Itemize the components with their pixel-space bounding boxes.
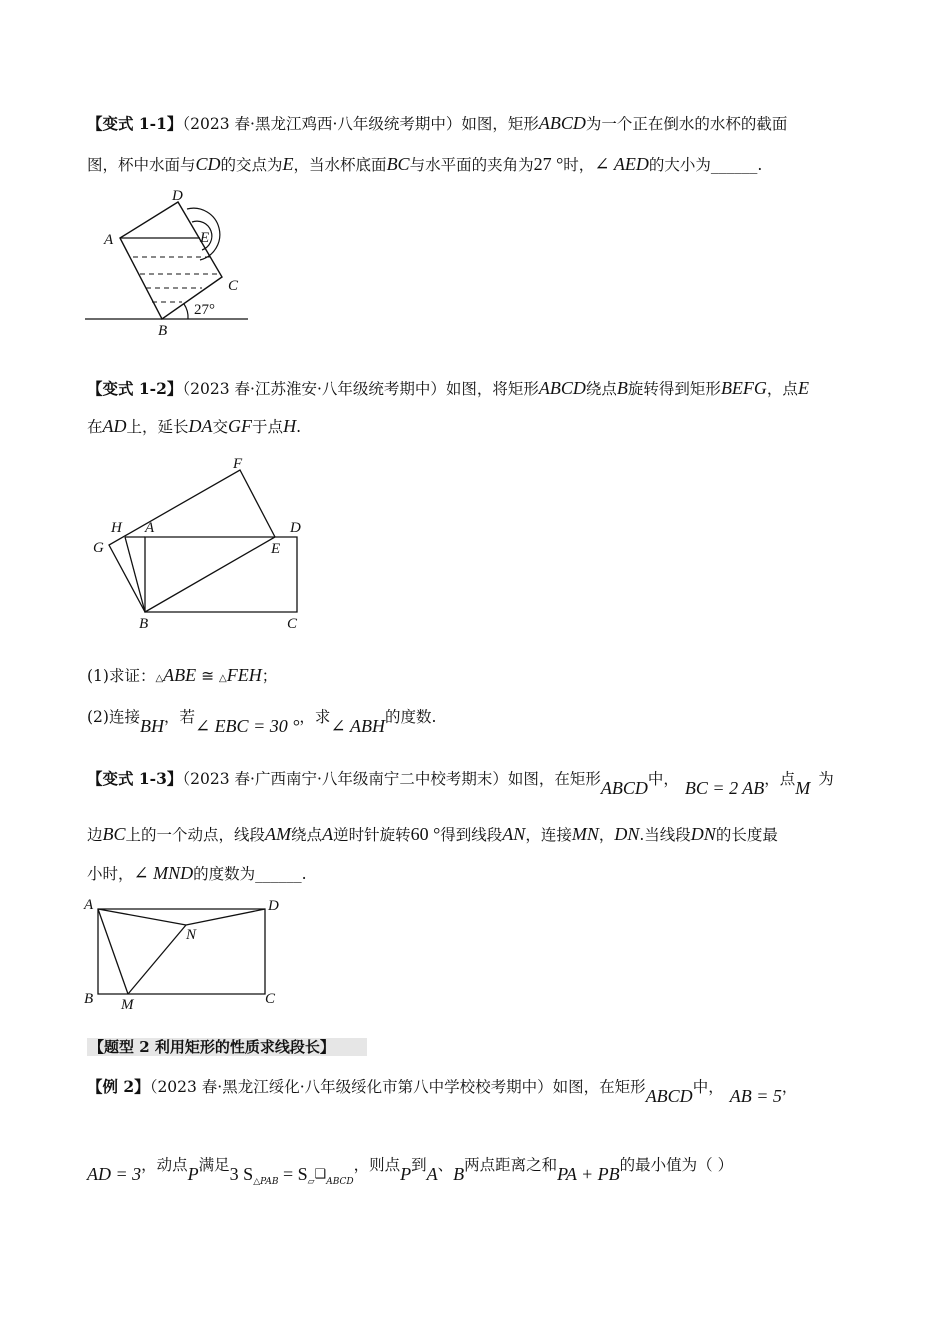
v12-source: （2023 春·江苏淮安·八年级统考期中） (182, 380, 446, 398)
angle-arc-27 (184, 304, 188, 319)
text: 如图，在矩形 (507, 770, 601, 788)
math: ABCD (645, 1086, 693, 1106)
math: 27 ° (533, 154, 564, 174)
text: ， (781, 1078, 798, 1096)
math: A (322, 824, 334, 844)
text: 于点 (252, 418, 284, 436)
topic-2-header: 【题型 2 利用矩形的性质求线段长】 (87, 1038, 367, 1056)
math: E (282, 154, 294, 174)
subscript: ▱ (307, 1177, 315, 1187)
text: 绕点 (585, 380, 617, 398)
v13-line-2 (87, 823, 778, 846)
v13-source: （2023 春·广西南宁·八年级南宁二中校考期末） (182, 770, 508, 788)
label-h: H (111, 520, 122, 536)
label-m: M (121, 997, 134, 1013)
v12-line-2 (87, 415, 301, 438)
math: DA (188, 416, 213, 436)
math: BC (386, 154, 410, 174)
math: AB = 5 (729, 1086, 782, 1106)
text: 的最小值为（ ） (619, 1156, 734, 1174)
text: 如图，矩形 (461, 115, 539, 133)
v13-line-3 (87, 862, 307, 885)
text: 图，杯中水面与 (87, 156, 196, 174)
text: 的长度最 (715, 826, 778, 844)
math: ∠ AED (594, 154, 649, 174)
v11-figure (80, 180, 260, 345)
label-d: D (268, 898, 279, 914)
text: .当线段 (639, 826, 691, 844)
text: 小时， (87, 865, 134, 883)
math: ABCD (538, 113, 586, 133)
math: BC = 2 AB (684, 778, 765, 798)
text: 的度数. (385, 708, 437, 726)
label-c: C (228, 278, 239, 294)
math: ∠ ABH (330, 716, 386, 736)
text: 、 (437, 1156, 454, 1174)
text: 满足 (198, 1156, 230, 1174)
text: 的度数为______. (193, 865, 307, 883)
label-b: B (158, 323, 168, 339)
v11-line-1 (87, 112, 787, 135)
text: 的大小为______. (648, 156, 763, 174)
text: 如图，在矩形 (552, 1078, 646, 1096)
text: 为一个正在倒水的水杯的截面 (585, 115, 788, 133)
text: ，连接 (525, 826, 572, 844)
text: ≅ (201, 667, 215, 685)
math: PA + PB (557, 1164, 620, 1184)
math: BC (102, 824, 126, 844)
text: 得到线段 (440, 826, 503, 844)
triangle-icon: △ (219, 673, 227, 684)
text: (1)求证： (87, 667, 156, 685)
text: ，点 (766, 380, 798, 398)
text: 中， (692, 1078, 724, 1096)
subscript: △PAB (253, 1177, 279, 1187)
ex2-label: 【例 2】 (87, 1077, 150, 1096)
text: 绕点 (291, 826, 323, 844)
segment-nd (186, 909, 265, 925)
math: P (400, 1164, 412, 1184)
math: E (797, 378, 809, 398)
text: 到 (411, 1156, 427, 1174)
text: ， (598, 826, 615, 844)
text: 的交点为 (220, 156, 283, 174)
label-a: A (104, 232, 114, 248)
math: BH (139, 716, 164, 736)
label-e: E (200, 230, 210, 246)
ex2-source: （2023 春·黑龙江绥化·八年级绥化市第八中学校校考期中） (149, 1078, 553, 1096)
math: AM (265, 824, 292, 844)
text: 两点距离之和 (464, 1156, 558, 1174)
text: 上，延长 (126, 418, 189, 436)
math: 3 S (229, 1164, 254, 1184)
math: AN (502, 824, 526, 844)
math: MN (571, 824, 599, 844)
segment-bh (125, 537, 145, 612)
math: ∠ EBC = 30 ° (194, 716, 300, 736)
math: ABE (163, 665, 197, 685)
math: BEFG (720, 378, 767, 398)
v11-label: 【变式 1-1】 (87, 114, 183, 133)
math: GF (228, 416, 253, 436)
segment-mn (128, 925, 186, 994)
text: . (296, 418, 301, 436)
math: P (187, 1164, 199, 1184)
math: = S (278, 1164, 308, 1184)
math: H (283, 416, 297, 436)
math: B (616, 378, 628, 398)
math: CD (195, 154, 221, 174)
text: 边 (87, 826, 103, 844)
text: ，求 (299, 708, 331, 726)
ex2-line-2 (87, 1150, 733, 1197)
text: 在 (87, 418, 103, 436)
v13-figure (80, 895, 285, 1015)
math: ABCD (538, 378, 586, 398)
label-d: D (290, 520, 301, 536)
label-b: B (139, 616, 149, 632)
label-e: E (271, 541, 281, 557)
text: 上的一个动点，线段 (125, 826, 266, 844)
text: 交 (212, 418, 229, 436)
math: DN (690, 824, 716, 844)
v12-line-1 (87, 377, 809, 400)
label-angle: 27° (194, 302, 215, 318)
text: (2)连接 (87, 708, 140, 726)
text: ，若 (163, 708, 195, 726)
triangle-icon: △ (155, 673, 164, 684)
text: ，点 (764, 770, 796, 788)
box-glyph: ❑ (314, 1167, 327, 1182)
label-a: A (145, 520, 155, 536)
math: DN (614, 824, 640, 844)
label-g: G (93, 540, 104, 556)
label-c: C (265, 991, 276, 1007)
v12-figure (85, 450, 315, 635)
math: A (426, 1164, 438, 1184)
text: ； (261, 667, 278, 685)
math: ∠ MND (133, 863, 194, 883)
v13-line-1 (87, 764, 834, 803)
subscript: ABCD (326, 1177, 354, 1187)
v11-line-2 (87, 153, 762, 176)
ex2-line-1 (87, 1072, 797, 1111)
text: 中， (647, 770, 679, 788)
math: AD = 3 (87, 1164, 142, 1184)
math: AD (102, 416, 127, 436)
v13-label: 【变式 1-3】 (87, 769, 183, 788)
text: 旋转得到矩形 (627, 380, 721, 398)
label-n: N (186, 927, 197, 943)
math: 60 ° (410, 824, 441, 844)
v12-label: 【变式 1-2】 (87, 379, 183, 398)
math: M (795, 778, 811, 798)
math: B (453, 1164, 465, 1184)
label-a: A (84, 897, 94, 913)
v12-question-1 (87, 664, 277, 690)
text: 与水平面的夹角为 (409, 156, 534, 174)
label-f: F (233, 456, 243, 472)
text: ，则点 (353, 1156, 401, 1174)
text: 逆时针旋转 (333, 826, 411, 844)
text: ，当水杯底面 (293, 156, 387, 174)
v12-question-2 (87, 702, 436, 741)
segment-am (98, 909, 128, 994)
segment-an (98, 909, 186, 925)
math: ABCD (600, 778, 648, 798)
text: 时， (563, 156, 595, 174)
text: ，动点 (141, 1156, 188, 1174)
label-c: C (287, 616, 298, 632)
label-b: B (84, 991, 94, 1007)
label-d: D (172, 188, 183, 204)
v11-source: （2023 春·黑龙江鸡西·八年级统考期中） (182, 115, 462, 133)
math: FEH (226, 665, 262, 685)
text: 为 (818, 770, 834, 788)
text: 如图，将矩形 (445, 380, 539, 398)
rect-befg (109, 470, 275, 612)
